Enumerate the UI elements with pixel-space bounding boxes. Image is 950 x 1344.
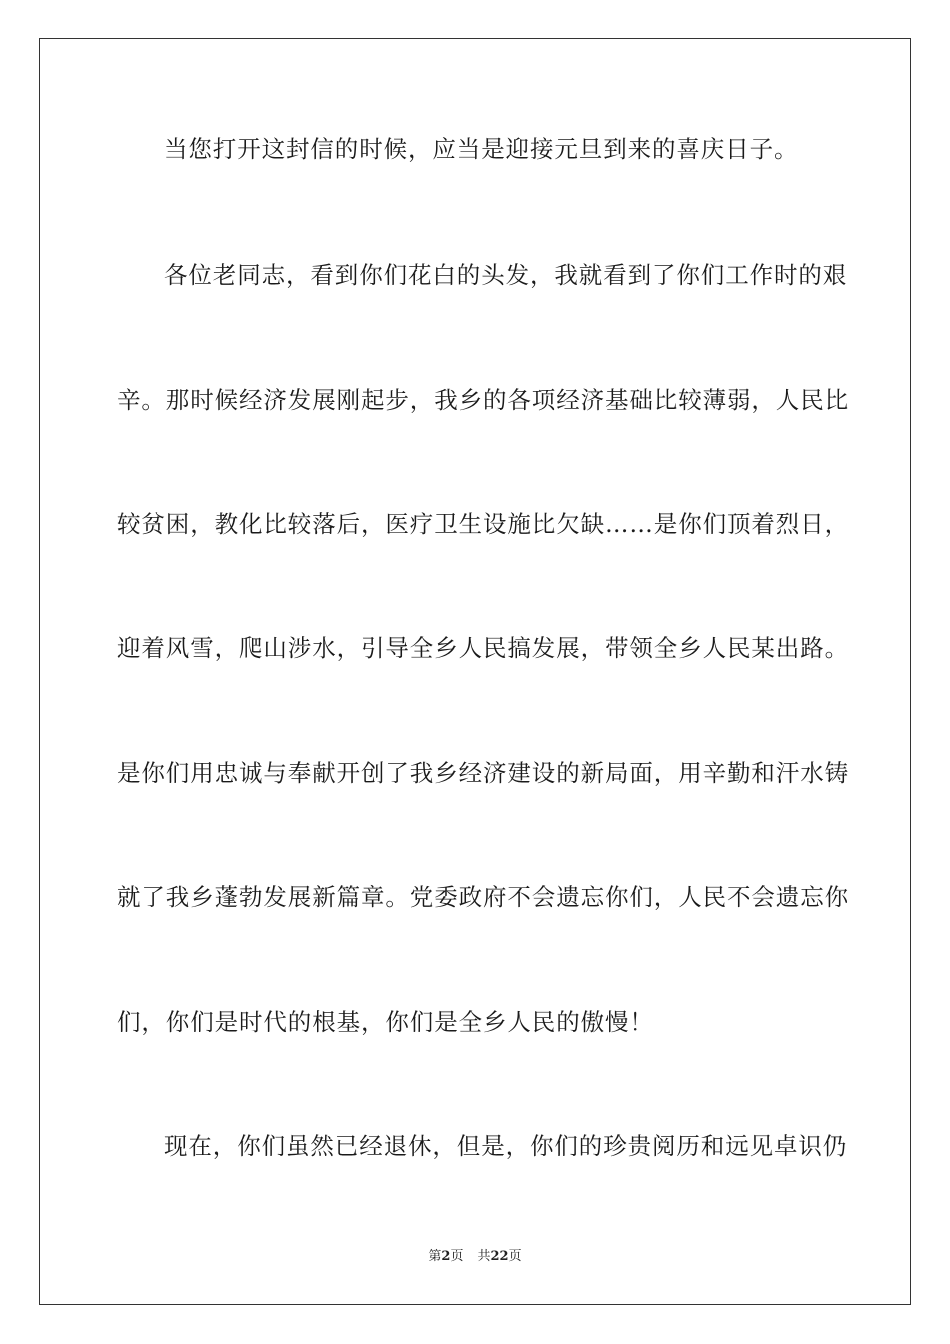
- page-suffix: 页: [450, 1249, 464, 1264]
- total-suffix: 页: [508, 1249, 522, 1264]
- paragraph-line-3: 辛。那时候经济发展刚起步，我乡的各项经济基础比较薄弱，人民比: [117, 386, 849, 414]
- page-footer: [0, 1248, 950, 1266]
- paragraph-line-6: 是你们用忠诚与奉献开创了我乡经济建设的新局面，用辛勤和汗水铸: [117, 759, 849, 787]
- paragraph-line-5: 迎着风雪，爬山涉水，引导全乡人民搞发展，带领全乡人民某出路。: [117, 634, 849, 662]
- page-border: [39, 38, 911, 1305]
- paragraph-line-4: 较贫困，教化比较落后，医疗卫生设施比欠缺……是你们顶着烈日，: [117, 510, 849, 538]
- paragraph-line-1: 当您打开这封信的时候，应当是迎接元旦到来的喜庆日子。: [164, 135, 799, 163]
- paragraph-line-9: 现在，你们虽然已经退休，但是，你们的珍贵阅历和远见卓识仍: [164, 1132, 848, 1160]
- paragraph-line-8: 们，你们是时代的根基，你们是全乡人民的傲慢！: [117, 1008, 654, 1036]
- page-number: 2: [441, 1249, 451, 1264]
- paragraph-line-7: 就了我乡蓬勃发展新篇章。党委政府不会遗忘你们，人民不会遗忘你: [117, 883, 849, 911]
- paragraph-line-2: 各位老同志，看到你们花白的头发，我就看到了你们工作时的艰: [164, 261, 848, 289]
- total-prefix: 共: [477, 1249, 491, 1264]
- page-prefix: 第: [428, 1249, 442, 1264]
- total-pages: 22: [490, 1249, 509, 1264]
